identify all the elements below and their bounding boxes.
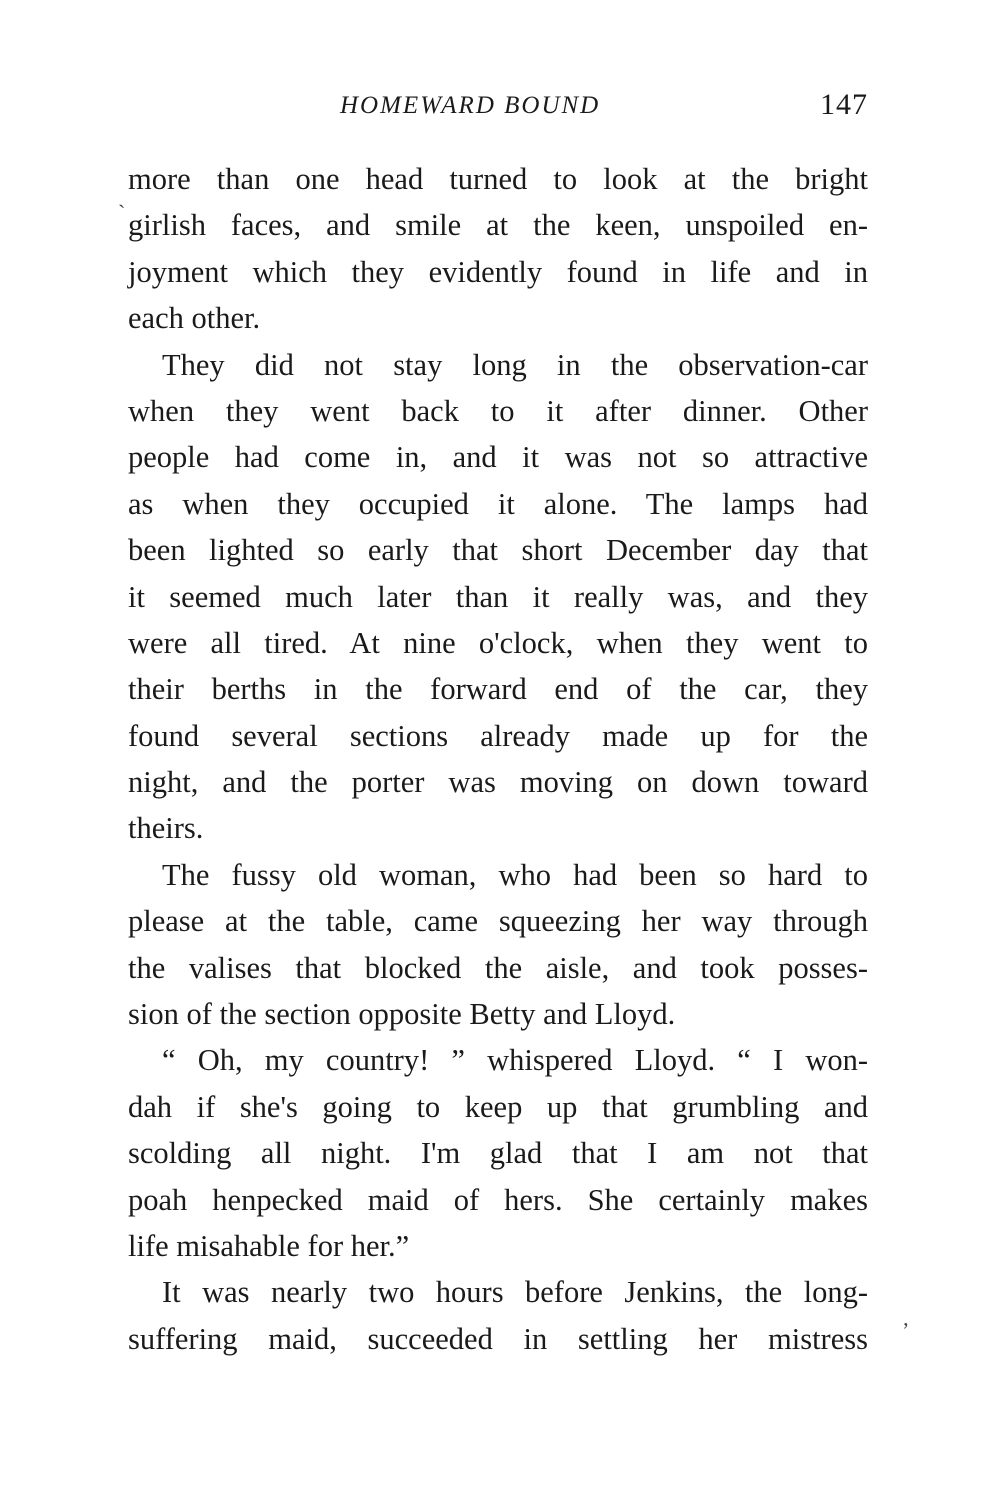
text-line: it seemed much later than it really was, and they <box>128 579 868 614</box>
text-line: The fussy old woman, who had been so hard to <box>162 857 868 892</box>
scan-speck: ʼ <box>902 1318 910 1343</box>
scan-speck: ˋ <box>118 200 126 225</box>
text-line: when they went back to it after dinner. Other <box>128 393 868 428</box>
text-line: It was nearly two hours before Jenkins, the long- <box>162 1275 868 1310</box>
text-line: more than one head turned to look at the bright <box>128 162 868 196</box>
text-line: were all tired. At nine o'clock, when they went to <box>128 625 868 660</box>
text-line: suffering maid, succeeded in settling her mistress <box>128 1321 868 1356</box>
text-line: life misahable for her.” <box>128 1228 410 1263</box>
running-head <box>128 88 868 132</box>
text-line: joyment which they evidently found in life and in <box>128 254 868 289</box>
text-line: found several sections already made up for the <box>128 718 868 753</box>
text-line: They did not stay long in the observation-car <box>162 347 868 382</box>
text-line: the valises that blocked the aisle, and took posses- <box>128 950 868 985</box>
running-title: HOMEWARD BOUND <box>340 92 601 119</box>
text-line: theirs. <box>128 811 204 846</box>
text-line: please at the table, came squeezing her way through <box>128 904 868 939</box>
text-line: “ Oh, my country! ” whispered Lloyd. “ I won- <box>162 1043 868 1078</box>
text-line: night, and the porter was moving on down toward <box>128 765 868 800</box>
text-line: sion of the section opposite Betty and Lloyd. <box>128 997 676 1032</box>
text-line: dah if she's going to keep up that grumbling and <box>128 1089 868 1124</box>
body-text <box>128 156 868 1362</box>
text-line: as when they occupied it alone. The lamps had <box>128 486 868 521</box>
text-line: their berths in the forward end of the car, they <box>128 672 868 707</box>
page-number: 147 <box>820 88 868 121</box>
text-line: been lighted so early that short December day that <box>128 533 868 568</box>
text-line: poah henpecked maid of hers. She certainly makes <box>128 1182 868 1217</box>
text-line: scolding all night. I'm glad that I am not that <box>128 1136 868 1171</box>
text-line: each other. <box>128 301 261 336</box>
text-line: people had come in, and it was not so attractive <box>128 440 868 475</box>
text-line: girlish faces, and smile at the keen, unspoiled en- <box>128 208 868 243</box>
